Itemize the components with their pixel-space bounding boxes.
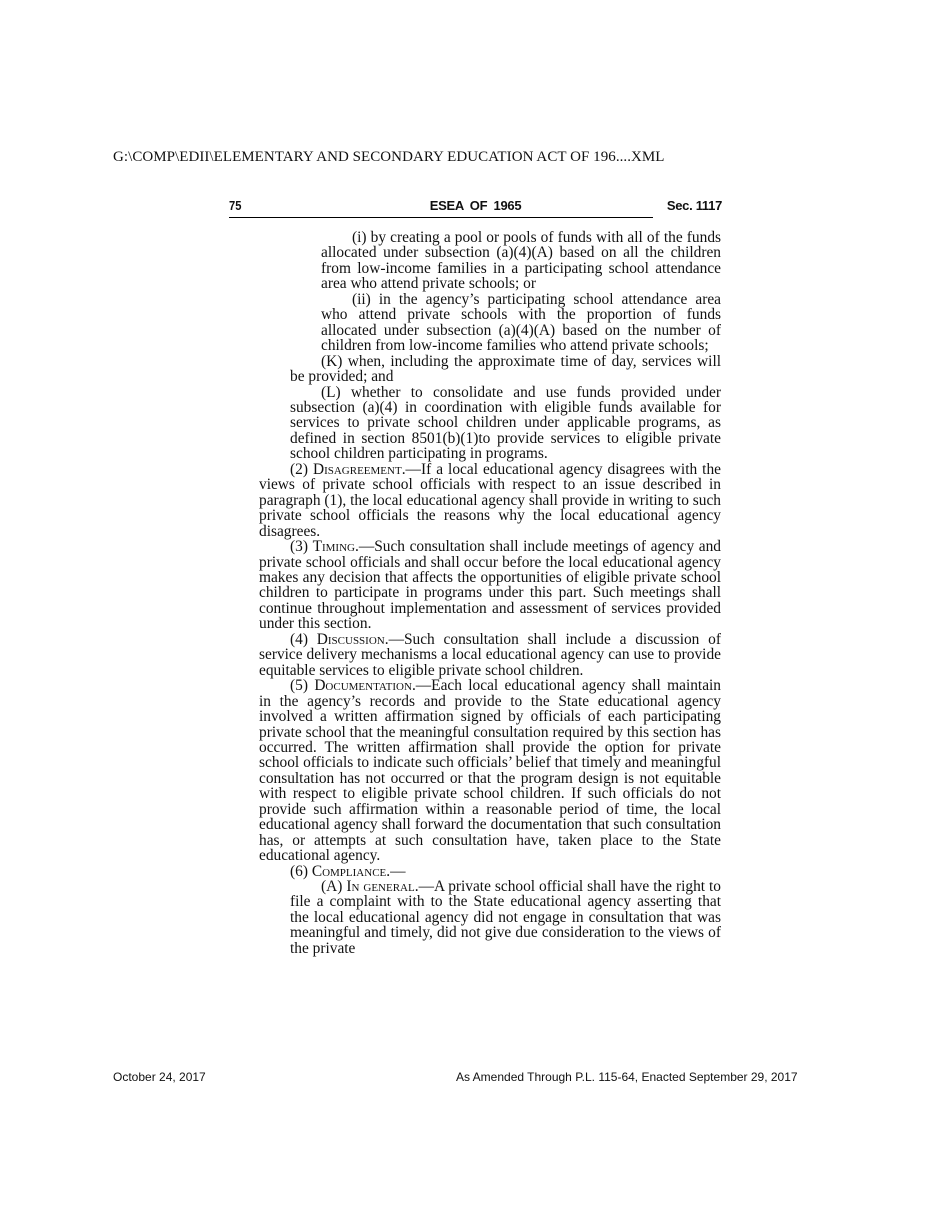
subparagraph-A <box>290 879 721 956</box>
paragraph-6 <box>259 864 721 879</box>
paragraph-2-number: (2) <box>290 460 308 478</box>
document-body <box>259 230 721 956</box>
paragraph-6-heading: Compliance <box>311 862 387 880</box>
paragraph-2-text: .—If a local educational agency disagrees with the views of private school officials with respect to an issue described in paragraph (1), the local educational agency shall provide in writing to such private school officials the reasons why the local educational agency disagrees. <box>259 460 721 540</box>
running-head-text <box>229 197 722 217</box>
paragraph-3-number: (3) <box>290 538 308 556</box>
paragraph-5-text: .—Each local educational agency shall maintain in the agency’s records and provide to the State educational agency involved a written affirmation signed by officials of each participating private school that the meaningful consultation required by this section has occurred. The written affirmation shall provide the option for private school officials to indicate such officials’ belief that timely and meaningful consultation has not occurred or that the program design is not equitable with respect to eligible private school children. If such officials do not provide such affirmation within a reasonable period of time, the local educational agency shall forward the documentation that such consultation has, or attempts at such consultation have, taken place to the State educational agency. <box>259 677 722 865</box>
paragraph-5 <box>259 678 721 863</box>
paragraph-6-text: .— <box>386 862 406 880</box>
subparagraph-K: (K) when, including the approximate time of day, services will be provided; and <box>290 352 721 386</box>
paragraph-2-heading: Disagreement <box>312 460 402 478</box>
act-title: ESEA OF 1965 <box>429 198 522 213</box>
footer-date: October 24, 2017 <box>113 1070 206 1084</box>
file-path: G:\COMP\EDII\ELEMENTARY AND SECONDARY EDUCATION ACT OF 196....XML <box>113 149 665 165</box>
paragraph-3 <box>259 539 721 632</box>
paragraph-4-heading: Discussion <box>316 630 385 648</box>
subparagraph-A-text: .—A private school official shall have the right to file a complaint with to the State educational agency asserting that the local educational agency did not engage in consultation that was meaningful and timely, did not give due consideration to the views of the private <box>290 878 721 957</box>
paragraph-2 <box>259 462 721 539</box>
subparagraph-A-number: (A) <box>321 878 343 896</box>
clause-ii: (ii) in the agency’s participating school attendance area who attend private schools with the proportion of funds allocated under subsection (a)(4)(A) based on the number of children from low-income families who attend private schools; <box>321 290 721 355</box>
paragraph-4-text: .—Such consultation shall include a discussion of service delivery mechanisms a local educational agency can use to provide equitable services to eligible private school children. <box>259 630 721 679</box>
footer-amendment-note: As Amended Through P.L. 115-64, Enacted September 29, 2017 <box>456 1070 798 1084</box>
paragraph-3-text: .—Such consultation shall include meetings of agency and private school officials and shall occur before the local educational agency makes any decision that affects the opportunities of eligible private school children to participate in programs under this part. Such meetings shall continue throughout implementation and assessment of services provided under this section. <box>259 538 721 633</box>
paragraph-4 <box>259 632 721 678</box>
paragraph-5-number: (5) <box>290 677 308 695</box>
paragraph-4-number: (4) <box>290 630 308 648</box>
clause-i: (i) by creating a pool or pools of funds with all of the funds allocated under subsection (a)(4)(A) based on all the children from low-income families in a participating school attendance area who attend private schools; or <box>321 229 721 293</box>
paragraph-5-heading: Documentation <box>314 677 412 695</box>
subparagraph-L: (L) whether to consolidate and use funds provided under subsection (a)(4) in coordination with eligible funds available for services to private school children under applicable programs, as defined in section 8501(b)(1)to provide services to eligible private school children participating in programs. <box>290 383 721 463</box>
subparagraph-A-heading: In general <box>346 878 415 896</box>
paragraph-6-number: (6) <box>290 862 308 880</box>
paragraph-3-heading: Timing <box>312 538 355 556</box>
page-number: 75 <box>229 198 242 213</box>
section-number: Sec. 1117 <box>666 198 722 213</box>
